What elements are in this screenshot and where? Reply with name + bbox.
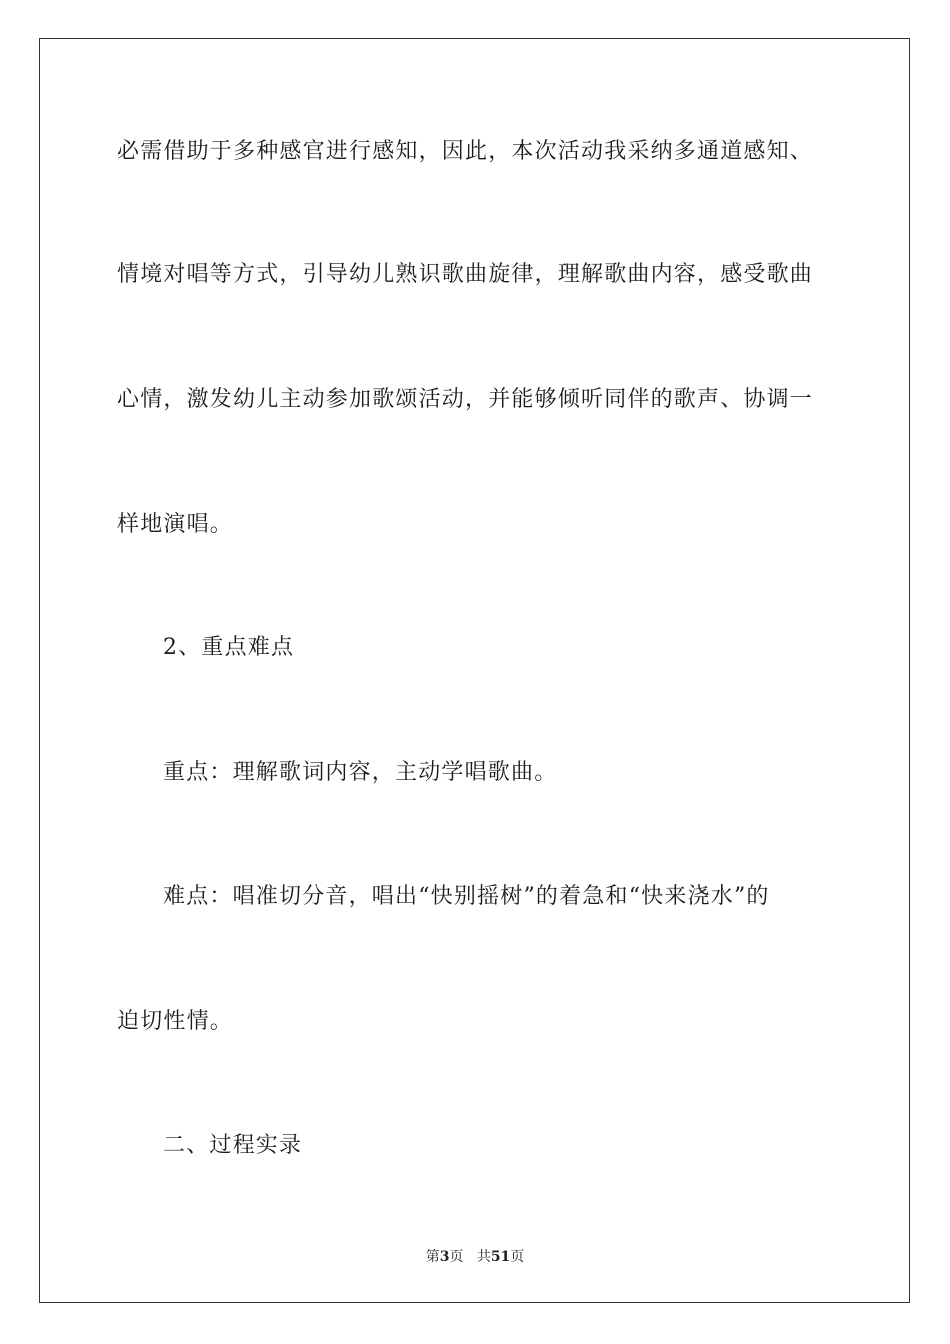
difficulty-text-line-1: 难点：唱准切分音，唱出“快别摇树”的着急和“快来浇水”的 — [163, 884, 770, 909]
page-label-suffix: 页 — [449, 1249, 464, 1265]
paragraph-line-1: 必需借助于多种感官进行感知，因此，本次活动我采纳多通道感知、 — [117, 139, 814, 164]
page-number: 3 — [439, 1249, 450, 1265]
paragraph-line-3: 心情，激发幼儿主动参加歌颂活动，并能够倾听同伴的歌声、协调一 — [117, 387, 814, 412]
paragraph-line-4: 样地演唱。 — [117, 512, 234, 537]
section-heading-key-points: 2、重点难点 — [163, 635, 295, 660]
total-label-suffix: 页 — [510, 1249, 525, 1265]
paragraph-line-2: 情境对唱等方式，引导幼儿熟识歌曲旋律，理解歌曲内容，感受歌曲 — [117, 262, 814, 287]
page-label-prefix: 第 — [425, 1249, 440, 1265]
page-footer — [0, 1247, 950, 1267]
key-point-text: 重点：理解歌词内容，主动学唱歌曲。 — [163, 760, 558, 785]
total-pages: 51 — [490, 1249, 511, 1265]
difficulty-text-line-2: 迫切性情。 — [117, 1009, 234, 1034]
section-heading-process: 二、过程实录 — [163, 1133, 303, 1158]
page-border — [39, 38, 910, 1303]
total-label-prefix: 共 — [476, 1249, 491, 1265]
